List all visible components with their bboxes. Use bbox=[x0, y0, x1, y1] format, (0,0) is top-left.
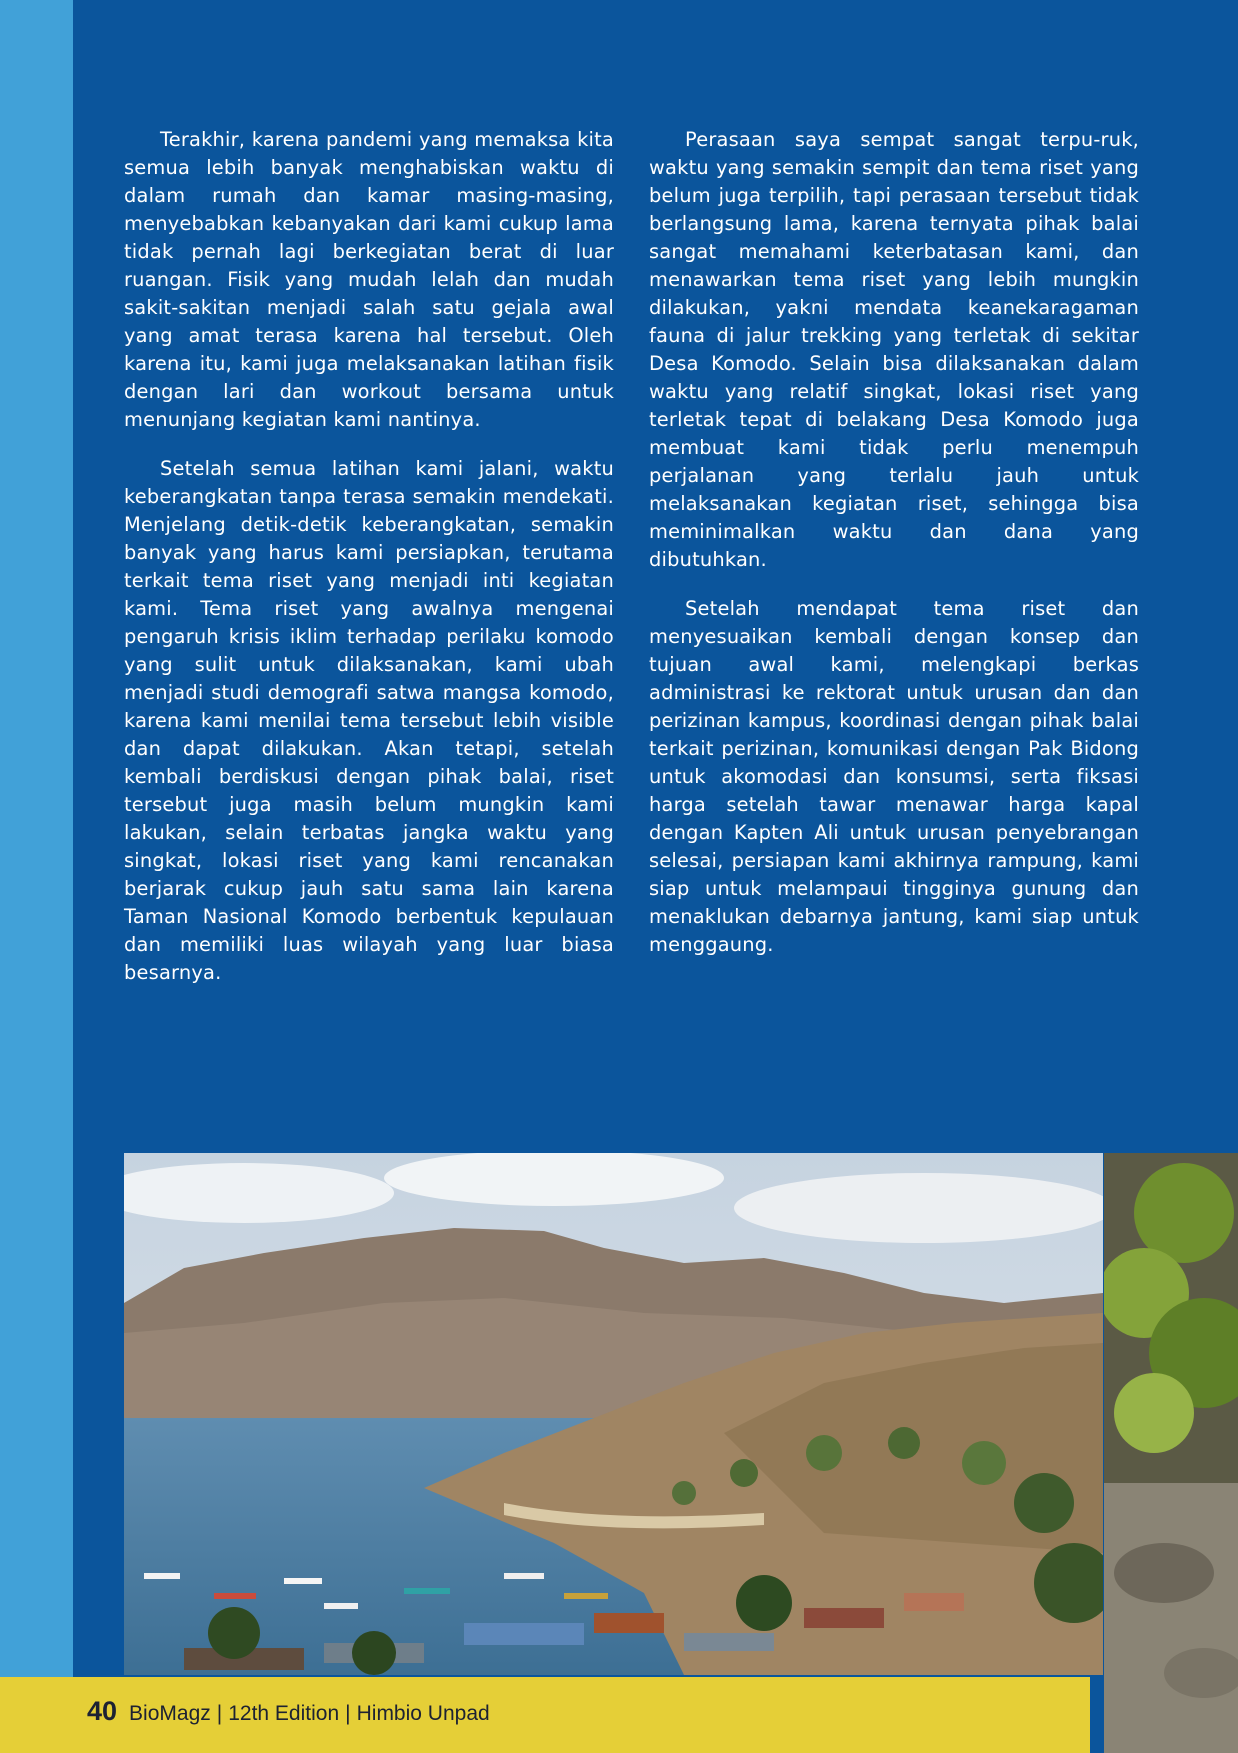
article-column-left bbox=[124, 126, 614, 1008]
foliage-photo bbox=[1104, 1153, 1238, 1753]
edition-label: 12th Edition bbox=[228, 1702, 340, 1725]
paragraph: Perasaan saya sempat sangat terpu-ruk, waktu yang semakin sempit dan tema riset yang belum juga terpilih, tapi perasaan tersebut tidak berlangsung lama, karena ternyata pihak balai sangat memahami keterbatasan kami, dan menawarkan tema riset yang lebih mungkin dilakukan, yakni mendata keanekaragaman fauna di jalur trekking yang terletak di sekitar Desa Komodo. Selain bisa dilaksanakan dalam waktu yang relatif singkat, lokasi riset yang terletak tepat di belakang Desa Komodo juga membuat kami tidak perlu menempuh perjalanan yang terlalu jauh untuk melaksanakan kegiatan riset, sehingga bisa meminimalkan waktu dan dana yang dibutuhkan. bbox=[649, 128, 1139, 571]
paragraph: Terakhir, karena pandemi yang memaksa kita semua lebih banyak menghabiskan waktu di dalam rumah dan kamar masing-masing, menyebabkan kebanyakan dari kami cukup lama tidak pernah lagi berkegiatan berat di luar ruangan. Fisik yang mudah lelah dan mudah sakit-sakitan menjadi salah satu gejala awal yang amat terasa karena hal tersebut. Oleh karena itu, kami juga melaksanakan latihan fisik dengan lari dan workout bersama untuk menunjang kegiatan kami nantinya. bbox=[124, 128, 614, 431]
landscape-photo bbox=[124, 1153, 1103, 1675]
magazine-name: BioMagz bbox=[129, 1702, 211, 1725]
footer bbox=[87, 1696, 490, 1732]
paragraph: Setelah semua latihan kami jalani, waktu keberangkatan tanpa terasa semakin mendekati. Menjelang detik-detik keberangkatan, semakin banyak yang harus kami persiapkan, terutama terkait tema riset yang menjadi inti kegiatan kami. Tema riset yang awalnya mengenai pengaruh krisis iklim terhadap perilaku komodo yang sulit untuk dilaksanakan, kami ubah menjadi studi demografi satwa mangsa komodo, karena kami menilai tema tersebut lebih visible dan dapat dilakukan. Akan tetapi, setelah kembali berdiskusi dengan pihak balai, riset tersebut juga masih belum mungkin kami lakukan, selain terbatas jangka waktu yang singkat, lokasi riset yang kami rencanakan berjarak cukup jauh satu sama lain karena Taman Nasional Komodo berbentuk kepulauan dan memiliki luas wilayah yang luar biasa besarnya. bbox=[124, 457, 614, 984]
article-column-right bbox=[649, 126, 1139, 980]
page-number: 40 bbox=[87, 1696, 118, 1726]
side-accent-strip bbox=[0, 0, 73, 1753]
publisher-label: Himbio Unpad bbox=[356, 1702, 490, 1725]
footer-separator: | bbox=[345, 1702, 351, 1725]
footer-separator: | bbox=[216, 1702, 223, 1725]
paragraph: Setelah mendapat tema riset dan menyesuaikan kembali dengan konsep dan tujuan awal kami, melengkapi berkas administrasi ke rektorat untuk urusan dan dan perizinan kampus, koordinasi dengan pihak balai terkait perizinan, komunikasi dengan Pak Bidong untuk akomodasi dan konsumsi, serta fiksasi harga setelah tawar menawar harga kapal dengan Kapten Ali untuk urusan penyebrangan selesai, persiapan kami akhirnya rampung, kami siap untuk melampaui tingginya gunung dan menaklukan debarnya jantung, kami siap untuk menggaung. bbox=[649, 597, 1139, 956]
